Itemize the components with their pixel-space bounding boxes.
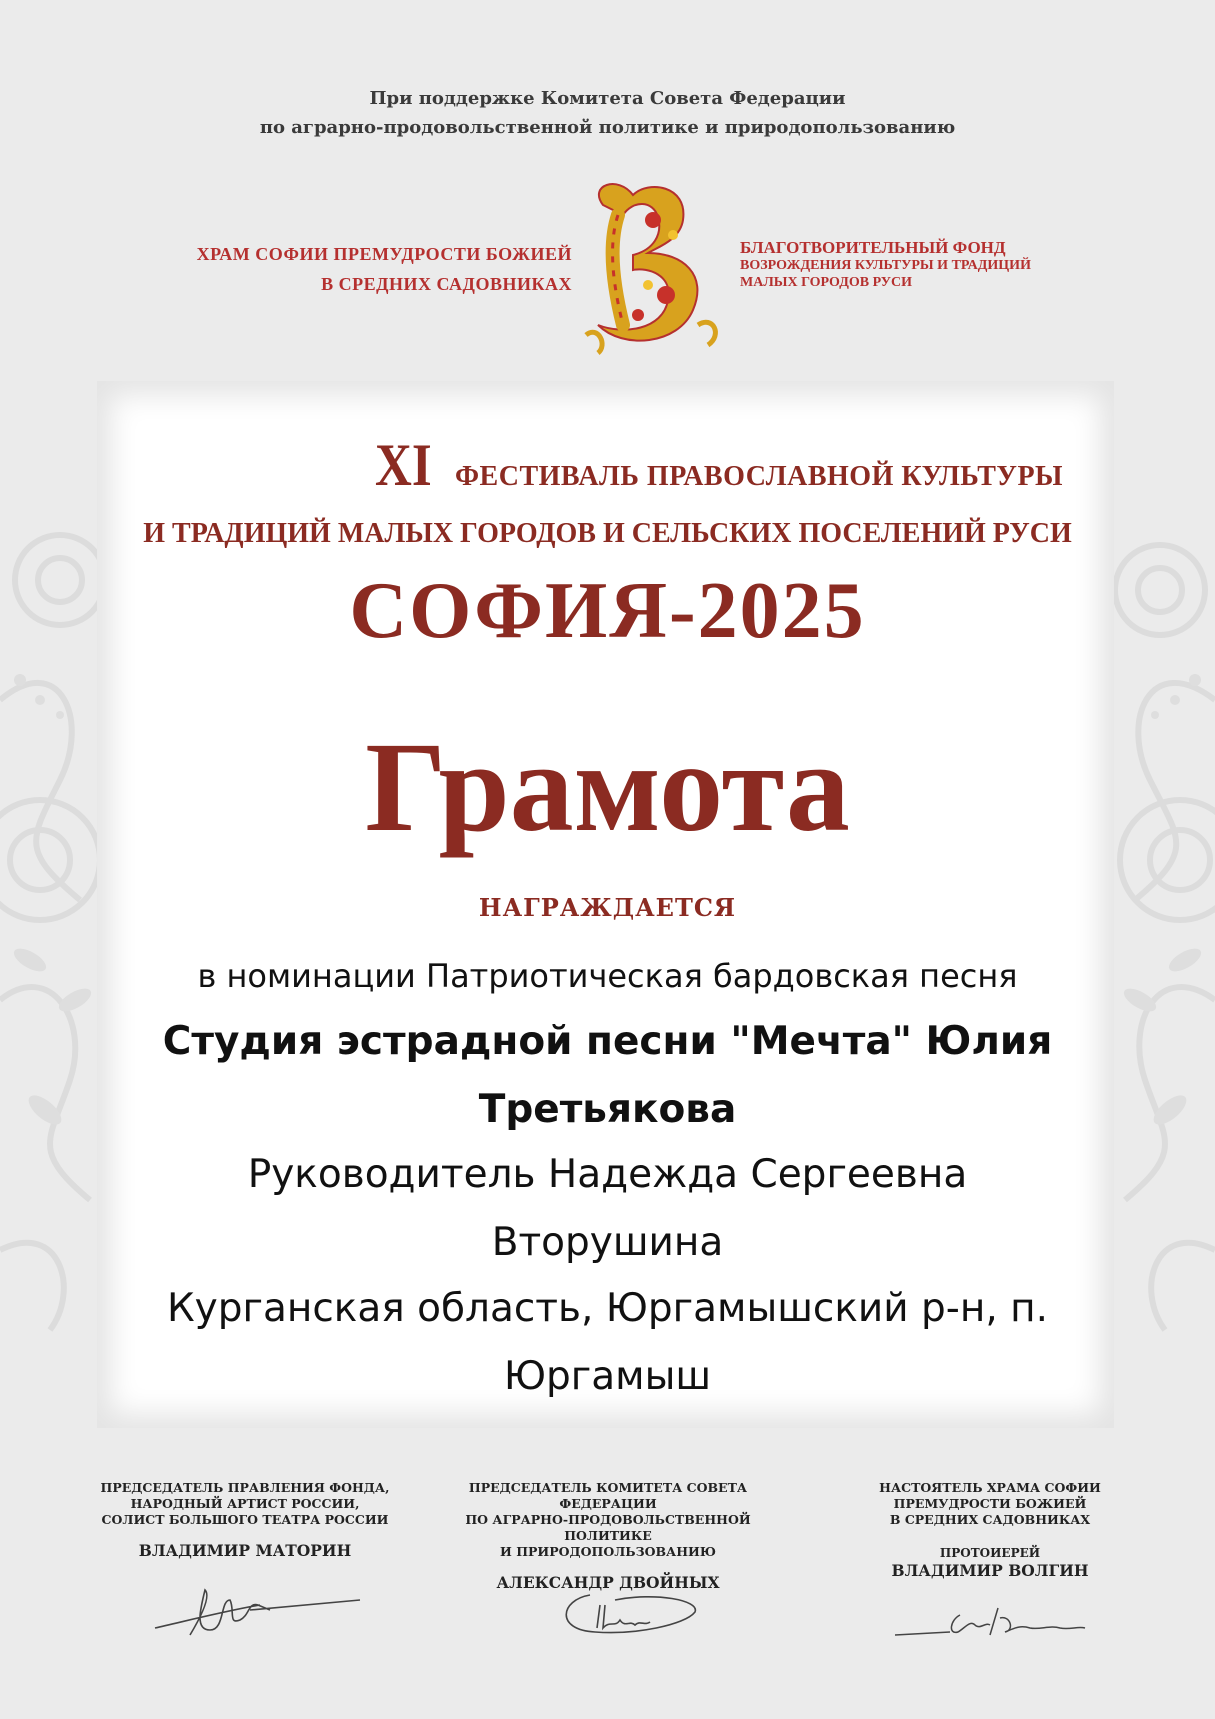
signatory-3-role-line-2: ПРЕМУДРОСТИ БОЖИЕЙ bbox=[893, 1496, 1087, 1511]
church-name-line-2: В СРЕДНИХ САДОВНИКАХ bbox=[321, 274, 572, 294]
festival-title-line-1: ФЕСТИВАЛЬ ПРАВОСЛАВНОЙ КУЛЬТУРЫ bbox=[455, 461, 1064, 492]
signatory-2-role-line-1: ПРЕДСЕДАТЕЛЬ КОМИТЕТА СОВЕТА ФЕДЕРАЦИИ bbox=[468, 1480, 748, 1511]
festival-name: СОФИЯ-2025 bbox=[349, 567, 866, 655]
foundation-name-line-1: БЛАГОТВОРИТЕЛЬНЫЙ ФОНД bbox=[740, 238, 1006, 257]
support-line-2: по аграрно-продовольственной политике и природопользованию bbox=[259, 117, 956, 138]
recipient-name: Студия эстрадной песни "Мечта" Юлия Третьякова bbox=[162, 1019, 1053, 1132]
festival-number: XI bbox=[375, 432, 432, 498]
ornamental-letter-v-icon bbox=[578, 175, 728, 355]
signatory-3-role-line-3: В СРЕДНИХ САДОВНИКАХ bbox=[889, 1512, 1091, 1527]
certificate-title: Грамота bbox=[365, 716, 850, 858]
signatory-1-role-line-1: ПРЕДСЕДАТЕЛЬ ПРАВЛЕНИЯ ФОНДА, bbox=[100, 1480, 390, 1495]
foundation-name-line-2: ВОЗРОЖДЕНИЯ КУЛЬТУРЫ И ТРАДИЦИЙ bbox=[740, 258, 1031, 273]
signatory-1-role-line-2: НАРОДНЫЙ АРТИСТ РОССИИ, bbox=[130, 1496, 360, 1511]
nomination-text: в номинации Патриотическая бардовская песня bbox=[197, 957, 1018, 995]
signature-1 bbox=[150, 1580, 370, 1650]
signature-3 bbox=[890, 1600, 1090, 1645]
signatory-1 bbox=[80, 1480, 410, 1560]
recipient-region: Курганская область, Юргамышский р-н, п. Юргамыш bbox=[166, 1286, 1049, 1399]
festival-title-line-2: И ТРАДИЦИЙ МАЛЫХ ГОРОДОВ И СЕЛЬСКИХ ПОСЕЛЕНИЙ РУСИ bbox=[143, 518, 1072, 549]
support-line-1: При поддержке Комитета Совета Федерации bbox=[369, 88, 846, 109]
signatory-2-role-line-3: И ПРИРОДОПОЛЬЗОВАНИЮ bbox=[500, 1544, 716, 1559]
support-header bbox=[0, 84, 1215, 142]
foundation-name-line-3: МАЛЫХ ГОРОДОВ РУСИ bbox=[740, 275, 913, 290]
church-name bbox=[110, 239, 572, 299]
leader-name: Руководитель Надежда Сергеевна Вторушина bbox=[247, 1152, 968, 1265]
signatory-2-role-line-2: ПО АГРАРНО-ПРОДОВОЛЬСТВЕННОЙ ПОЛИТИКЕ bbox=[465, 1512, 751, 1543]
signature-2 bbox=[555, 1580, 710, 1640]
foundation-name bbox=[740, 239, 1080, 291]
signatory-3 bbox=[860, 1480, 1120, 1580]
signatory-3-role-line-1: НАСТОЯТЕЛЬ ХРАМА СОФИИ bbox=[879, 1480, 1101, 1495]
signatory-1-role-line-3: СОЛИСТ БОЛЬШОГО ТЕАТРА РОССИИ bbox=[101, 1512, 389, 1527]
signatory-2 bbox=[428, 1480, 788, 1592]
awarded-label: НАГРАЖДАЕТСЯ bbox=[478, 893, 737, 922]
signatory-3-name: ВЛАДИМИР ВОЛГИН bbox=[891, 1561, 1089, 1580]
church-name-line-1: ХРАМ СОФИИ ПРЕМУДРОСТИ БОЖИЕЙ bbox=[196, 244, 572, 264]
signatory-3-title: ПРОТОИЕРЕЙ bbox=[939, 1546, 1041, 1560]
signatory-1-name: ВЛАДИМИР МАТОРИН bbox=[138, 1541, 352, 1560]
signatory-2-name: АЛЕКСАНДР ДВОЙНЫХ bbox=[496, 1573, 720, 1592]
